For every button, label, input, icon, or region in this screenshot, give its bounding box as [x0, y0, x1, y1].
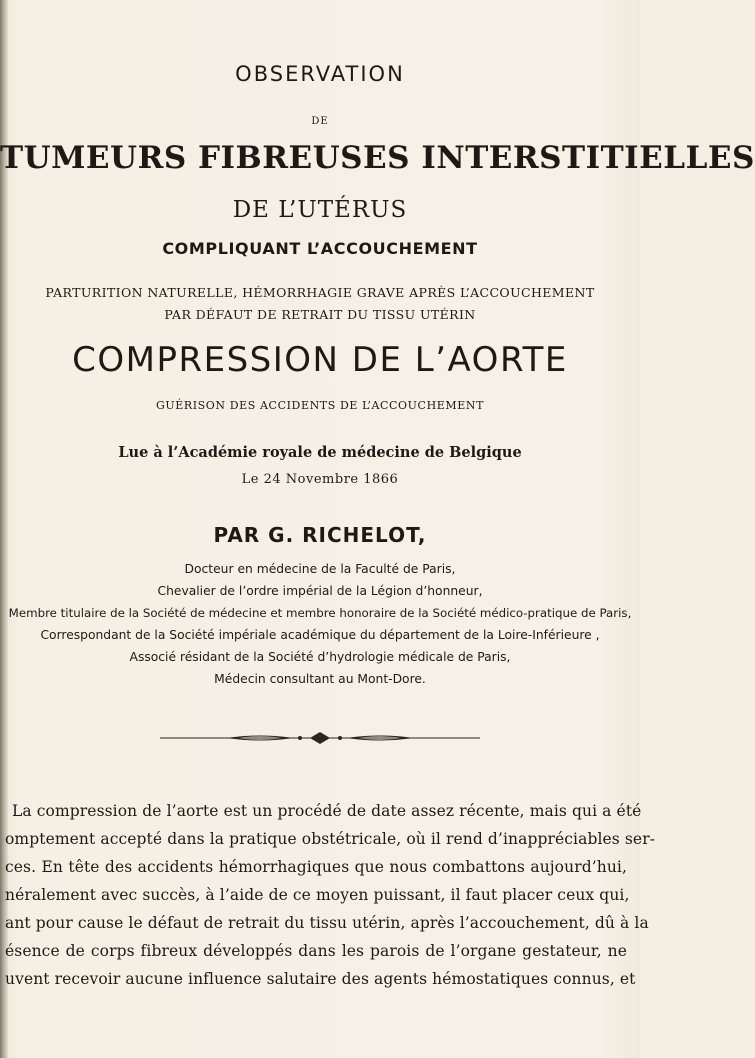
credential-line: Membre titulaire de la Société de médecine et membre honoraire de la Société médico-pratique de Paris,: [8, 606, 632, 620]
credential-line: Associé résidant de la Société d’hydrologie médicale de Paris,: [129, 650, 511, 664]
academy-line: Lue à l’Académie royale de médecine de Belgique: [118, 444, 522, 461]
body-line: omptement accepté dans la pratique obstétricale, où il rend d’inappréciables ser-: [5, 830, 656, 848]
body-line: ant pour cause le défaut de retrait du tissu utérin, après l’accouchement, dû à la: [5, 914, 649, 932]
guerison-line: GUÉRISON DES ACCIDENTS DE L’ACCOUCHEMENT: [155, 399, 485, 412]
body-line: ésence de corps fibreux développés dans les parois de l’organe gestateur, ne: [5, 942, 627, 960]
detail-line-2: PAR DÉFAUT DE RETRAIT DU TISSU UTÉRIN: [164, 307, 476, 322]
complicating-heading: COMPLIQUANT L’ACCOUCHEMENT: [162, 239, 478, 258]
credential-line: Docteur en médecine de la Faculté de Paris,: [184, 562, 456, 576]
detail-line-1: PARTURITION NATURELLE, HÉMORRHAGIE GRAVE APRÈS L’ACCOUCHEMENT: [45, 285, 595, 300]
date-line: Le 24 Novembre 1866: [241, 472, 399, 487]
credential-line: Médecin consultant au Mont-Dore.: [214, 672, 426, 686]
compression-heading: COMPRESSION DE L’AORTE: [72, 340, 568, 380]
body-line: La compression de l’aorte est un procédé de date assez récente, mais qui a été: [12, 802, 642, 820]
body-line: uvent recevoir aucune influence salutaire des agents hémostatiques connus, et: [5, 970, 636, 988]
body-line: ces. En tête des accidents hémorrhagiques que nous combattons aujourd’hui,: [5, 858, 627, 876]
ornamental-rule: [160, 728, 480, 748]
heading-de: DE: [311, 116, 329, 127]
title-sub: DE L’UTÉRUS: [232, 197, 408, 223]
author-byline: PAR G. RICHELOT,: [213, 523, 427, 547]
credential-line: Chevalier de l’ordre impérial de la Légion d’honneur,: [157, 584, 483, 598]
title-main: TUMEURS FIBREUSES INTERSTITIELLES: [0, 140, 755, 176]
heading-observation: OBSERVATION: [235, 62, 405, 86]
credential-line: Correspondant de la Société impériale académique du département de la Loire-Inférieure ,: [40, 628, 600, 642]
body-line: néralement avec succès, à l’aide de ce moyen puissant, il faut placer ceux qui,: [5, 886, 630, 904]
